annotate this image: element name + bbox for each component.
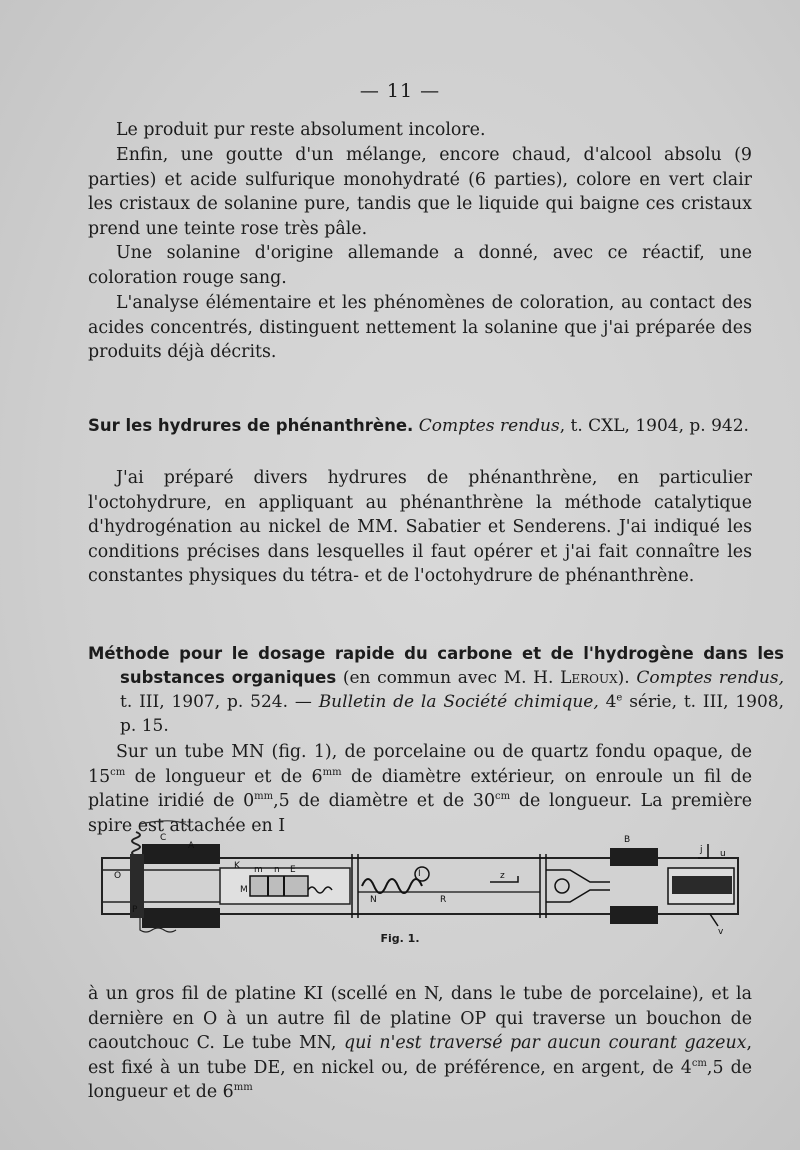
journal-name: Comptes rendus, <box>636 668 784 688</box>
label-b: B <box>624 835 631 845</box>
label-m: M <box>240 885 248 895</box>
label-v: v <box>718 927 724 937</box>
paragraph-german-solanine: Une solanine d'origine allemande a donné, avec ce réactif, une coloration rouge sang. <box>88 243 752 288</box>
label-z: z <box>500 871 505 881</box>
label-j: j <box>700 845 703 855</box>
continuation-paragraph: à un gros fil de platine KI (scellé en N, dans le tube de porcelaine), et la dernière en O à un autre fil de platine OP qui traverse un bouchon de caoutchouc C. Le tube MN, qui n'est traversé par aucun courant gazeux, est fixé à un tube DE, en nickel ou, de préférence, en argent, de $4^{cm},5$ de longueur et de $6^{mm}$ <box>88 984 752 1103</box>
label-o: O <box>114 871 122 881</box>
journal-name: Bulletin de la Société chimique, <box>318 692 599 712</box>
coauthor-name: Leroux <box>560 668 618 688</box>
label-u: u <box>720 849 726 859</box>
section-dosage-heading: Méthode pour le dosage rapide du carbone et de l'hydrogène dans les substances organiques (en commun avec M. H. Leroux). Comptes rendus, t. III, 1907, p. 524. — Bulletin de la Société chimique, 4e série, t. III, 1908, p. 15. <box>88 644 784 736</box>
label-i: I <box>418 869 421 879</box>
section-hydrures-heading <box>88 414 752 438</box>
wire-top <box>140 821 190 828</box>
figure-caption: Fig. 1. <box>380 932 420 945</box>
section-title: Sur les hydrures de phénanthrène. <box>88 416 414 435</box>
label-a: A <box>188 841 195 851</box>
paragraph-product-colorless: Le produit pur reste absolument incolore. <box>116 120 486 140</box>
label-r: R <box>440 895 447 905</box>
label-m-small: m <box>254 865 263 875</box>
journal-name: Comptes rendus <box>418 416 560 436</box>
stopper-c <box>142 844 220 864</box>
label-n: N <box>370 895 377 905</box>
label-e: E <box>290 865 296 875</box>
outer-tube <box>102 858 738 914</box>
paragraph-reagent-test: Enfin, une goutte d'un mélange, encore chaud, d'alcool absolu (9 parties) et acide sulfurique monohydraté (6 parties), colore en vert clair les cristaux de solanine pure, tandis que le liquide qui baigne ces cristaux prend une teinte rose très pâle. <box>88 145 752 239</box>
reference: , t. CXL, 1904, p. 942. <box>559 416 749 436</box>
label-c: C <box>160 833 167 843</box>
section-dosage-body: Sur un tube MN (fig. 1), de porcelaine ou de quartz fondu opaque, de $15^{cm}$ de longueur et de $6^{mm}$ de diamètre extérieur, on enroule un fil de platine iridié de $0^{mm},5$ de diamètre et de $30^{cm}$ de longueur. La première spire est attachée en I <box>88 742 752 836</box>
page-number: — 11 — <box>359 80 441 102</box>
label-n-small: n <box>274 865 280 875</box>
italic-emphasis: qui n'est traversé par aucun courant gazeux <box>343 1033 747 1054</box>
stopper-b <box>610 848 658 866</box>
label-k: K <box>234 861 240 871</box>
label-p: P <box>132 905 138 915</box>
apparatus-figure <box>100 818 740 938</box>
section-hydrures-body: J'ai préparé divers hydrures de phénanthrène, en particulier l'octohydrure, en appliquant au phénanthrène la méthode catalytique d'hydrogénation au nickel de MM. Sabatier et Senderens. J'ai indiqué les conditions précises dans lesquelles il faut opérer et j'ai fait connaître les constantes physiques du tétra- et de l'octohydrure de phénanthrène. <box>88 468 752 587</box>
paragraph-elemental-analysis: L'analyse élémentaire et les phénomènes de coloration, au contact des acides concentrés, distinguent nettement la solanine que j'ai préparée des produits déjà décrits. <box>88 293 752 363</box>
section-title: Méthode pour le dosage rapide du carbone et de l'hydrogène dans les substances organiques <box>88 644 784 687</box>
